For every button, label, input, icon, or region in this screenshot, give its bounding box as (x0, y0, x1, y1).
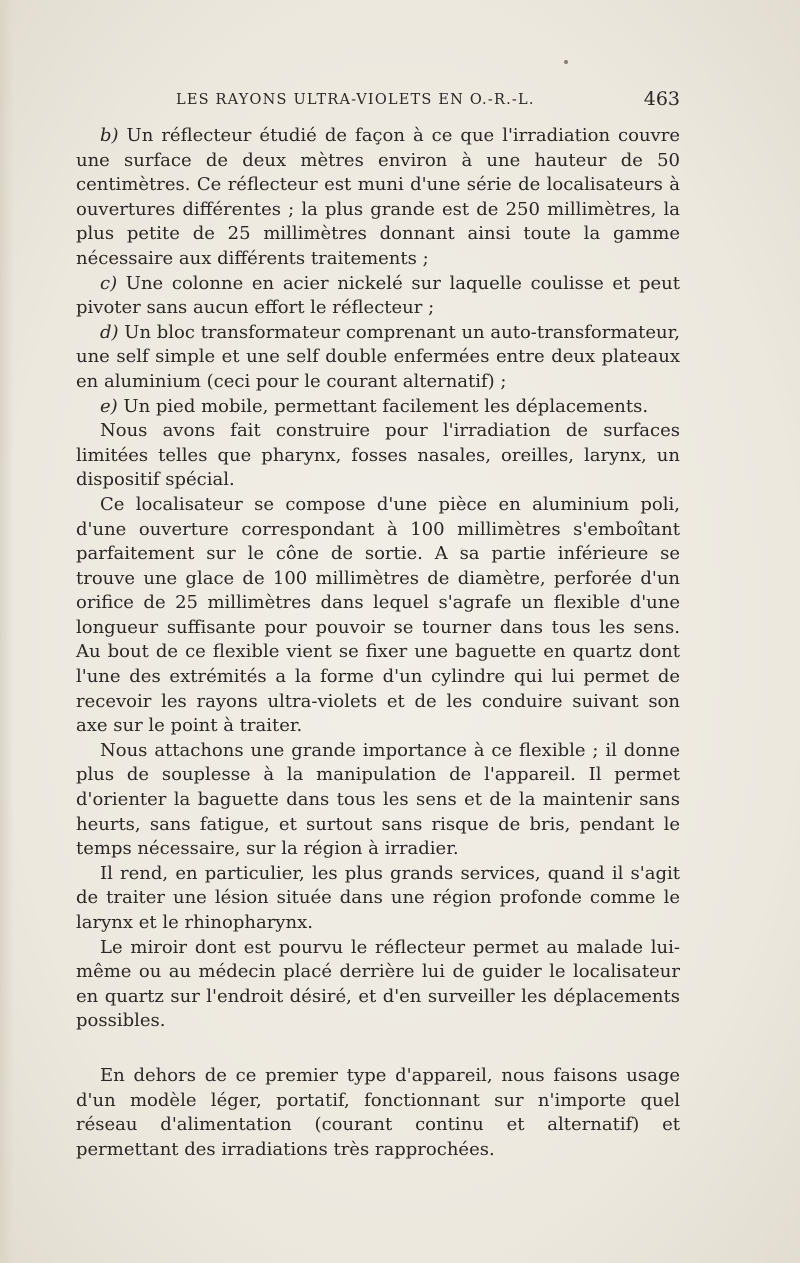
running-title: LES RAYONS ULTRA-VIOLETS EN O.-R.-L. (176, 92, 535, 108)
paragraph-d (76, 321, 680, 395)
paragraph-flexible (76, 739, 680, 862)
paragraph-text: Un bloc transformateur comprenant un auto-transformateur, une self simple et une self double enfermées entre deux plateaux en aluminium (ceci pour le courant alternatif) ; (76, 321, 680, 392)
paragraph-dispositif (76, 419, 680, 493)
paragraph-e (76, 395, 680, 420)
paragraph-text: Ce localisateur se compose d'une pièce en aluminium poli, d'une ouverture correspondant à 100 millimètres s'emboîtant parfaitement sur le cône de sortie. A sa partie inférieure se trouve une glace de 100 millimètres de diamètre, perforée d'un orifice de 25 millimètres dans lequel s'agrafe un flexible d'une longueur suffisante pour pouvoir se tourner dans tous les sens. Au bout de ce flexible vient se fixer une baguette en quartz dont l'une des extrémités a la forme d'un cylindre qui lui permet de recevoir les rayons ultra-violets et de les conduire suivant son axe sur le point à traiter. (76, 493, 680, 737)
paragraph-localisateur (76, 493, 680, 739)
paragraph-text: Un réflecteur étudié de façon à ce que l'irradiation couvre une surface de deux mètres environ à une hauteur de 50 centimètres. Ce réflecteur est muni d'une série de localisateurs à ouvertures différentes ; la plus grande est de 250 millimètres, la plus petite de 25 millimètres donnant ainsi toute la gamme nécessaire aux différents traitements ; (76, 125, 680, 269)
paragraph-c (76, 272, 680, 321)
body-text (76, 124, 680, 1162)
ink-speck (564, 60, 568, 64)
paragraph-portatif (76, 1064, 680, 1162)
item-marker: b) (100, 125, 119, 146)
paragraph-text: Il rend, en particulier, les plus grands services, quand il s'agit de traiter une lésion située dans une région profonde comme le larynx et le rhinopharynx. (76, 862, 680, 933)
paragraph-miroir (76, 936, 680, 1034)
paragraph-text: Le miroir dont est pourvu le réflecteur permet au malade lui-même ou au médecin placé derrière lui de guider le localisateur en quartz sur l'endroit désiré, et d'en surveiller les déplacements possibles. (76, 936, 680, 1032)
paragraph-services (76, 862, 680, 936)
item-marker: d) (100, 321, 119, 343)
paragraph-text: Une colonne en acier nickelé sur laquelle coulisse et peut pivoter sans aucun effort le réflecteur ; (76, 272, 680, 319)
paragraph-b (76, 124, 680, 272)
page-number: 463 (643, 88, 680, 110)
item-marker: c) (100, 272, 118, 294)
page-edge-shadow (0, 0, 14, 1263)
paragraph-text: En dehors de ce premier type d'appareil, nous faisons usage d'un modèle léger, portatif, fonctionnant sur n'importe quel réseau d'alimentation (courant continu et alternatif) et permettant des irradiations très rapprochées. (76, 1064, 680, 1160)
item-marker: e) (100, 395, 118, 417)
paragraph-text: Nous avons fait construire pour l'irradiation de surfaces limitées telles que pharynx, fosses nasales, oreilles, larynx, un dispositif spécial. (76, 420, 680, 491)
page-header (76, 88, 680, 116)
paragraph-text: Un pied mobile, permettant facilement les déplacements. (117, 395, 649, 417)
paragraph-text: Nous attachons une grande importance à ce flexible ; il donne plus de souplesse à la manipulation de l'appareil. Il permet d'orienter la baguette dans tous les sens et de la maintenir sans heurts, sans fatigue, et surtout sans risque de bris, pendant le temps nécessaire, sur la région à irradier. (76, 739, 680, 860)
